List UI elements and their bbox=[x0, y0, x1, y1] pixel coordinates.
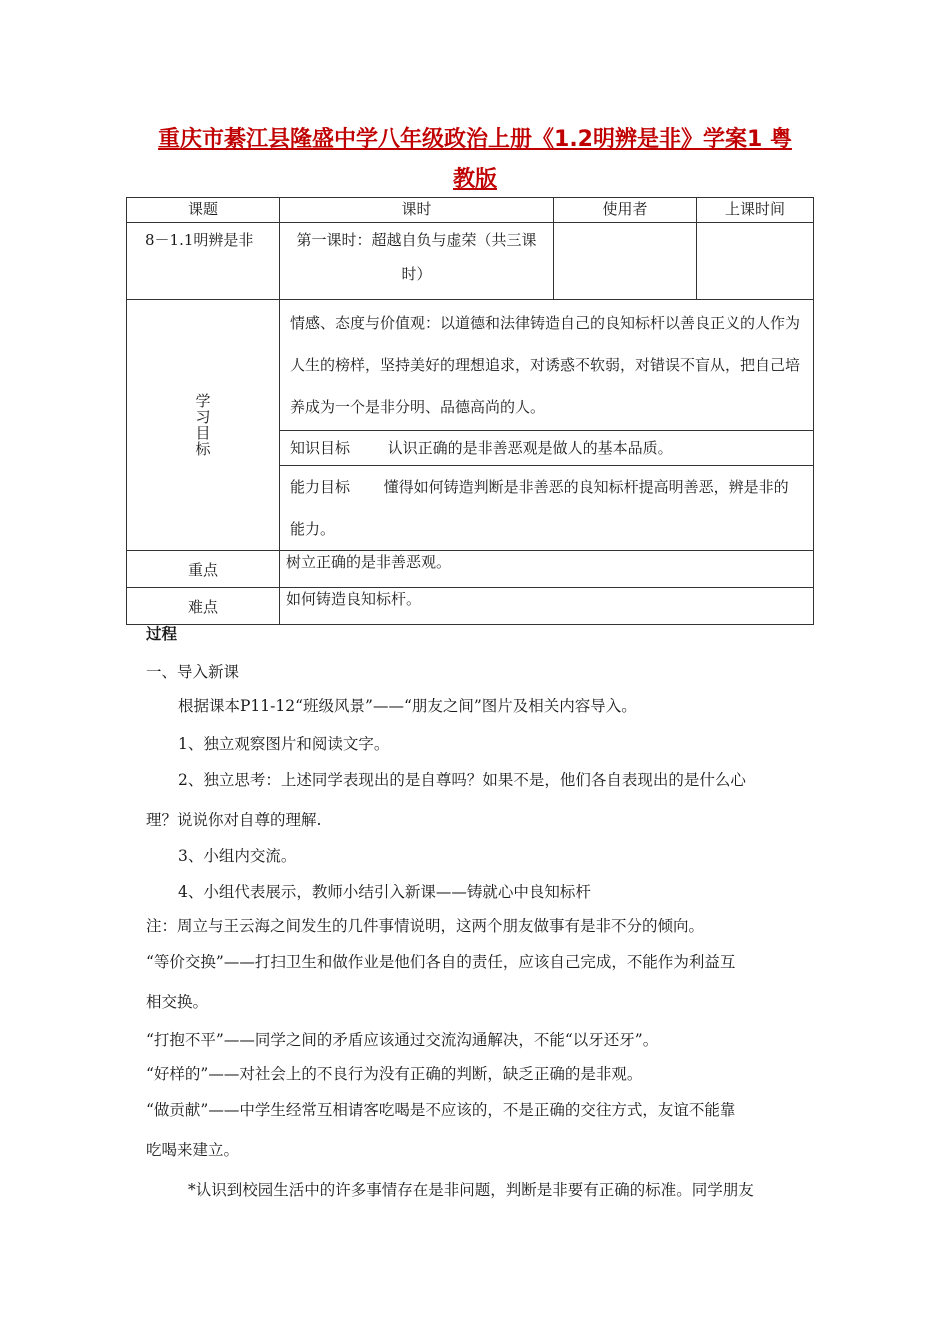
goal-knowledge bbox=[280, 431, 814, 466]
process-heading: 过程 bbox=[146, 624, 178, 643]
item-4b: 吃喝来建立。 bbox=[146, 1141, 240, 1159]
key-point-text: 树立正确的是非善恶观。 bbox=[280, 551, 814, 588]
table-header-row bbox=[127, 198, 814, 223]
difficulty-text: 如何铸造良知标杆。 bbox=[280, 588, 814, 625]
key-point-label: 重点 bbox=[127, 551, 280, 588]
learning-goals-label: 学 习 目 标 bbox=[127, 300, 280, 551]
goal-emotion-row bbox=[127, 300, 814, 431]
section-intro-heading: 一、导入新课 bbox=[146, 663, 240, 681]
paragraph-1: 根据课本P11-12“班级风景”——“朋友之间”图片及相关内容导入。 bbox=[178, 697, 637, 715]
item-1a: “等价交换”——打扫卫生和做作业是他们各自的责任，应该自己完成，不能作为利益互 bbox=[146, 953, 736, 971]
goal-emotion-text: 情感、态度与价值观：以道德和法律铸造自己的良知标杆以善良正义的人作为人生的榜样，坚持美好的理想追求，对诱惑不软弱，对错误不盲从，把自己培养成为一个是非分明、品德高尚的人。 bbox=[280, 300, 814, 431]
paragraph-3b: 理？说说你对自尊的理解. bbox=[146, 811, 322, 829]
paragraph-4: 3、小组内交流。 bbox=[178, 847, 297, 865]
paragraph-2: 1、独立观察图片和阅读文字。 bbox=[178, 735, 390, 753]
topic-cell: 8－1.1明辨是非 bbox=[127, 223, 280, 300]
user-cell bbox=[554, 223, 697, 300]
lesson-info-table bbox=[126, 197, 814, 625]
header-period: 课时 bbox=[280, 198, 554, 223]
last-paragraph: *认识到校园生活中的许多事情存在是非问题，判断是非要有正确的标准。同学朋友 bbox=[188, 1181, 754, 1199]
document-title-line2: 教版 bbox=[452, 167, 497, 192]
item-3: “好样的”——对社会上的不良行为没有正确的判断，缺乏正确的是非观。 bbox=[146, 1065, 643, 1083]
document-title-line1: 重庆市綦江县隆盛中学八年级政治上册《1.2明辨是非》学案1 粤 bbox=[158, 127, 792, 152]
period-cell: 第一课时：超越自负与虚荣（共三课时） bbox=[280, 223, 554, 300]
item-1b: 相交换。 bbox=[146, 993, 209, 1011]
goal-ability bbox=[280, 466, 814, 551]
goal-ability-label: 能力目标 bbox=[290, 478, 351, 496]
goal-knowledge-text: 认识正确的是非善恶观是做人的基本品质。 bbox=[387, 439, 673, 457]
paragraph-3a: 2、独立思考：上述同学表现出的是自尊吗？如果不是，他们各自表现出的是什么心 bbox=[178, 771, 746, 789]
header-user: 使用者 bbox=[554, 198, 697, 223]
item-4a: “做贡献”——中学生经常互相请客吃喝是不应该的，不是正确的交往方式，友谊不能靠 bbox=[146, 1101, 736, 1119]
goal-knowledge-label: 知识目标 bbox=[290, 439, 351, 457]
item-2: “打抱不平”——同学之间的矛盾应该通过交流沟通解决，不能“以牙还牙”。 bbox=[146, 1031, 659, 1049]
difficulty-label: 难点 bbox=[127, 588, 280, 625]
key-point-row bbox=[127, 551, 814, 588]
paragraph-5: 4、小组代表展示，教师小结引入新课——铸就心中良知标杆 bbox=[178, 883, 591, 901]
header-topic: 课题 bbox=[127, 198, 280, 223]
difficulty-row bbox=[127, 588, 814, 625]
note-paragraph: 注：周立与王云海之间发生的几件事情说明，这两个朋友做事有是非不分的倾向。 bbox=[146, 917, 705, 935]
goal-ability-text: 懂得如何铸造判断是非善恶的良知标杆提高明善恶，辨是非的能力。 bbox=[290, 478, 789, 538]
header-time: 上课时间 bbox=[697, 198, 814, 223]
table-info-row bbox=[127, 223, 814, 300]
time-cell bbox=[697, 223, 814, 300]
